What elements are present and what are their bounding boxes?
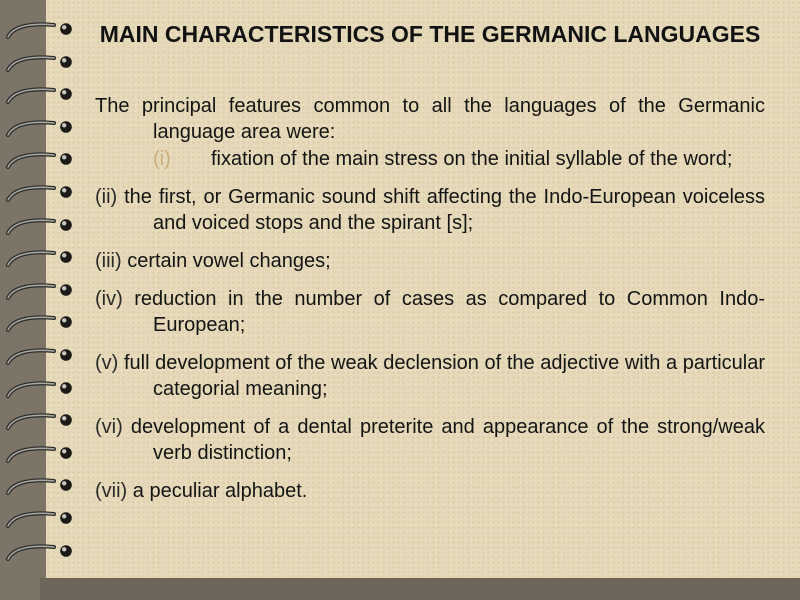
spiral-ring-icon <box>0 475 80 497</box>
item-text: fixation of the main stress on the initial syllable of the word; <box>211 148 733 170</box>
spiral-ring-icon <box>0 345 80 367</box>
spiral-ring-icon <box>0 19 80 41</box>
slide-content <box>95 93 765 516</box>
spiral-ring-icon <box>0 52 80 74</box>
spiral-binding-icon <box>0 0 80 600</box>
spiral-ring-icon <box>0 410 80 432</box>
list-item <box>95 248 765 274</box>
list-item <box>95 286 765 338</box>
item-text: a peculiar alphabet. <box>132 480 308 502</box>
item-marker: (iv) <box>95 288 123 310</box>
spiral-ring-icon <box>0 508 80 530</box>
item-marker: (v) <box>95 352 119 374</box>
intro-paragraph: The principal features common to all the languages of the Germanic language area were: <box>95 95 765 143</box>
spiral-ring-icon <box>0 117 80 139</box>
spiral-ring-icon <box>0 215 80 237</box>
list-item <box>95 350 765 402</box>
item-marker: (vi) <box>95 416 123 438</box>
item-text: development of a dental preterite and appearance of the strong/weak verb distinction; <box>130 416 765 464</box>
spiral-ring-icon <box>0 84 80 106</box>
list-item <box>95 478 765 504</box>
spiral-ring-icon <box>0 280 80 302</box>
item-text: certain vowel changes; <box>127 250 331 272</box>
spiral-ring-icon <box>0 149 80 171</box>
list-item <box>95 146 765 172</box>
spiral-ring-icon <box>0 312 80 334</box>
item-marker: (ii) <box>95 186 118 208</box>
spiral-ring-icon <box>0 541 80 563</box>
spiral-ring-icon <box>0 247 80 269</box>
spiral-ring-icon <box>0 378 80 400</box>
item-text: reduction in the number of cases as compared to Common Indo-European; <box>134 288 766 336</box>
item-marker: (vii) <box>95 480 128 502</box>
item-text: the first, or Germanic sound shift affecting the Indo-European voiceless and voiced stops and the spirant [s]; <box>124 186 766 234</box>
spiral-ring-icon <box>0 443 80 465</box>
spiral-ring-icon <box>0 182 80 204</box>
item-marker: (iii) <box>95 250 122 272</box>
list-item <box>95 414 765 466</box>
item-marker: (i) <box>153 148 171 170</box>
page-title: MAIN CHARACTERISTICS OF THE GERMANIC LANGUAGES <box>99 21 761 47</box>
page-shadow <box>40 578 800 600</box>
list-item <box>95 184 765 236</box>
item-text: full development of the weak declension of the adjective with a particular categorial meaning; <box>123 352 765 400</box>
